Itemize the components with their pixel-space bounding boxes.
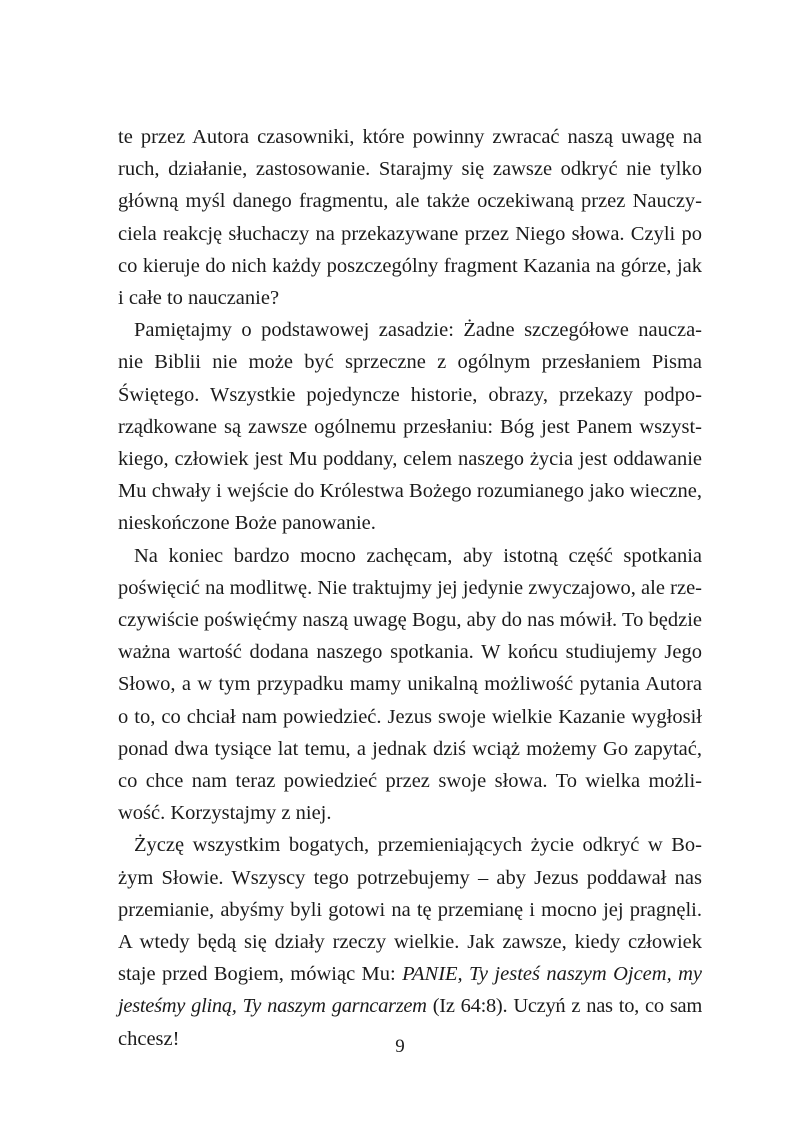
text-line: ponad dwa tysiące lat temu, a jednak dziś wciąż możemy Go zapytać, xyxy=(118,737,702,760)
paragraph-2 xyxy=(118,314,702,539)
text-line xyxy=(118,990,702,1022)
text-line: wość. Korzystajmy z niej. xyxy=(118,802,332,825)
text-line: Słowo, a w tym przypadku mamy unikalną możliwość pytania Autora xyxy=(118,673,702,696)
text-line: o to, co chciał nam powiedzieć. Jezus swoje wielkie Kazanie wygłosił xyxy=(118,705,702,728)
text-line: ciela reakcję słuchaczy na przekazywane przez Niego słowa. Czyli po xyxy=(118,222,702,245)
body-text xyxy=(118,121,702,1055)
paragraph-3 xyxy=(118,540,702,830)
text-line: kiego, człowiek jest Mu poddany, celem naszego życia jest oddawanie xyxy=(118,448,702,471)
text-line: A wtedy będą się działy rzeczy wielkie. Jak zawsze, kiedy człowiek xyxy=(118,931,702,954)
page-number: 9 xyxy=(395,1036,405,1057)
text-line: Mu chwały i wejście do Królestwa Bożego rozumianego jako wieczne, xyxy=(118,480,702,503)
scripture-quote: jesteśmy gliną, Ty naszym garncarzem xyxy=(118,995,427,1018)
text-line: chcesz! xyxy=(118,1027,180,1050)
text-line: co chce nam teraz powiedzieć przez swoje słowa. To wielka możli- xyxy=(118,770,702,793)
text-line: Na koniec bardzo mocno zachęcam, aby istotną część spotkania xyxy=(134,544,702,567)
text-line: i całe to nauczanie? xyxy=(118,287,280,310)
text-line: ruch, działanie, zastosowanie. Starajmy się zawsze odkryć nie tylko xyxy=(118,158,702,181)
text-line: rządkowane są zawsze ogólnemu przesłaniu: Bóg jest Panem wszyst- xyxy=(118,415,702,438)
text-line: ważna wartość dodana naszego spotkania. W końcu studiujemy Jego xyxy=(118,641,702,664)
text-line: nieskończone Boże panowanie. xyxy=(118,512,376,535)
text-line: czywiście poświęćmy naszą uwagę Bogu, aby do nas mówił. To będzie xyxy=(118,609,702,632)
paragraph-4 xyxy=(118,829,702,1054)
text-line: poświęcić na modlitwę. Nie traktujmy jej jedynie zwyczajowo, ale rze- xyxy=(118,576,702,599)
text-line: żym Słowie. Wszyscy tego potrzebujemy – aby Jezus poddawał nas xyxy=(118,866,702,889)
text-line: Świętego. Wszystkie pojedyncze historie, obrazy, przekazy podpo- xyxy=(118,383,702,406)
text-run: (Iz 64:8). Uczyń z nas to, co sam xyxy=(426,995,702,1018)
scripture-quote: PANIE, Ty jesteś naszym Ojcem, my xyxy=(402,963,703,986)
text-line: Życzę wszystkim bogatych, przemieniających życie odkryć w Bo- xyxy=(134,834,702,857)
text-line: co kieruje do nich każdy poszczególny fragment Kazania na górze, jak xyxy=(118,254,702,277)
paragraph-1 xyxy=(118,121,702,314)
text-line: Pamiętajmy o podstawowej zasadzie: Żadne szczegółowe naucza- xyxy=(134,319,702,342)
text-run: staje przed Bogiem, mówiąc Mu: xyxy=(118,963,403,986)
text-line xyxy=(118,958,702,990)
text-line: nie Biblii nie może być sprzeczne z ogólnym przesłaniem Pisma xyxy=(118,351,702,374)
text-line: główną myśl danego fragmentu, ale także oczekiwaną przez Nauczy- xyxy=(118,190,702,213)
text-line: przemianie, abyśmy byli gotowi na tę przemianę i mocno jej pragnęli. xyxy=(118,898,702,921)
text-line: te przez Autora czasowniki, które powinny zwracać naszą uwagę na xyxy=(118,126,702,148)
